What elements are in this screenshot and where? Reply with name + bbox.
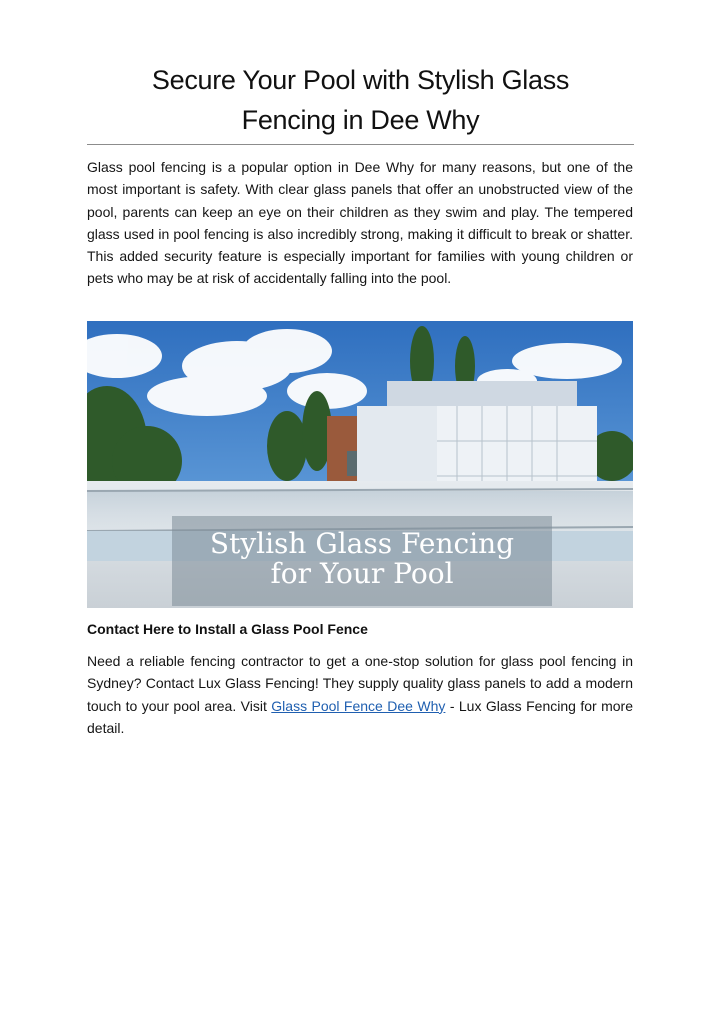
hero-image [87,321,633,608]
contact-text-after: - Lux Glass Fencing for more detail. [87,697,633,736]
contact-heading: Contact Here to Install a Glass Pool Fence [87,621,368,637]
title-line-2: Fencing in Dee Why [241,105,480,135]
title-line-1: Secure Your Pool with Stylish Glass [151,65,570,95]
intro-paragraph: Glass pool fencing is a popular option in Dee Why for many reasons, but one of the most important is safety. With clear glass panels that offer an unobstructed view of the pool, parents can keep an eye on their children as they swim and play. The tempered glass used in pool fencing is also incredibly strong, making it difficult to break or shatter. This added security feature is especially important for families with young children or pets who may be at risk of accidentally falling into the pool. [87,159,633,287]
image-caption-line-1: Stylish Glass Fencing [209,527,515,560]
contact-paragraph [87,650,633,739]
glass-pool-fence-link[interactable]: Glass Pool Fence Dee Why [271,697,446,714]
title-divider [87,144,634,145]
page-title [87,60,634,140]
contact-text-before: Need a reliable fencing contractor to get a one-stop solution for glass pool fencing in Sydney? Contact Lux Glass Fencing! They supply quality glass panels to add a modern touch to your pool area. Visit [87,653,633,714]
image-caption-line-2: for Your Pool [270,557,454,590]
